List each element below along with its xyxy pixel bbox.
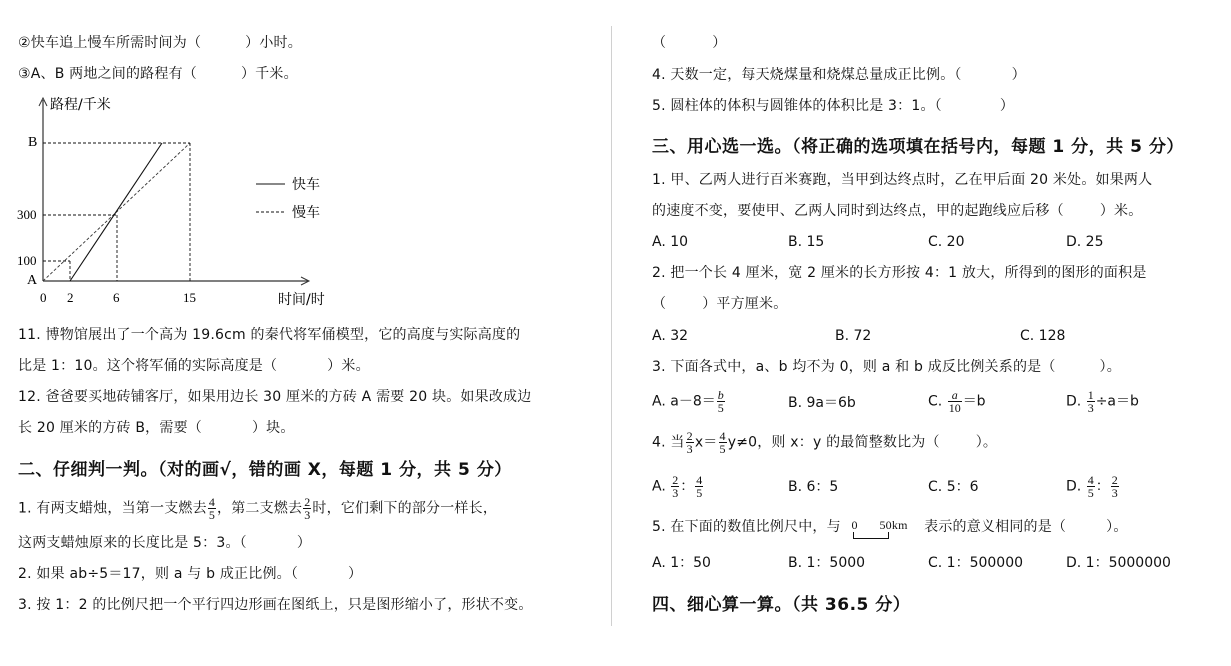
question-text: 长 20 厘米的方砖 B，需要（ bbox=[18, 420, 202, 436]
question-text: y≠0，则 x：y 的最简整数比为（ bbox=[727, 434, 940, 451]
y-tick-100: 100 bbox=[17, 253, 37, 268]
fraction: $\frac{a}{10}$ bbox=[948, 388, 961, 415]
question-text: 的速度不变，要使甲、乙两人同时到达终点，甲的起跑线应后移（ bbox=[652, 203, 1064, 219]
question-text: 时，它们剩下的部分一样长， bbox=[312, 500, 498, 517]
choice-1-option-a[interactable]: A. 10 bbox=[652, 234, 689, 250]
section-3-heading: 三、用心选一选。（将正确的选项填在括号内，每题 1 分，共 5 分） bbox=[652, 137, 1184, 157]
choice-2-option-c[interactable]: C. 128 bbox=[1020, 328, 1066, 344]
choice-1-option-b[interactable]: B. 15 bbox=[788, 234, 825, 250]
judge-3: 3. 按 1：2 的比例尺把一个平行四边形画在图纸上，只是图形缩小了，形状不变。 bbox=[18, 597, 533, 613]
choice-2-line1: 2. 把一个长 4 厘米，宽 2 厘米的长方形按 4：1 放大，所得到的图形的面积是 bbox=[652, 265, 1147, 281]
question-12-line1: 12. 爸爸要买地砖铺客厅，如果用边长 30 厘米的方砖 A 需要 20 块。如果改成边 bbox=[18, 389, 532, 405]
option-label: B. bbox=[788, 395, 803, 411]
choice-1-option-d[interactable]: D. 25 bbox=[1066, 234, 1104, 250]
ratio-separator: ： bbox=[1095, 478, 1110, 495]
question-text: ②快车追上慢车所需时间为（ bbox=[18, 35, 202, 51]
choice-2-line2 bbox=[652, 295, 787, 313]
option-label: C. bbox=[928, 393, 943, 410]
fraction: $\frac{4}{5}$ bbox=[719, 429, 726, 456]
option-text: 9a＝6b bbox=[806, 395, 856, 411]
y-axis-label: 路程/千米 bbox=[50, 97, 111, 113]
option-text: ÷a＝b bbox=[1095, 393, 1139, 410]
fraction: $\frac{2}{3}$ bbox=[686, 429, 693, 456]
choice-1-line2 bbox=[652, 202, 1142, 220]
question-tail: ）块。 bbox=[251, 420, 295, 436]
option-text: ＝b bbox=[962, 393, 986, 410]
question-10-3 bbox=[18, 65, 298, 83]
fraction: $\frac{b}{5}$ bbox=[717, 388, 724, 415]
choice-5-line bbox=[652, 518, 1128, 536]
paren-open: （ bbox=[652, 296, 667, 312]
x-tick-2: 2 bbox=[67, 290, 74, 305]
question-tail: ） bbox=[348, 566, 363, 582]
option-label: C. bbox=[928, 479, 943, 495]
option-label: D. bbox=[1066, 478, 1082, 495]
fraction: $\frac{2}{3}$ bbox=[672, 473, 679, 500]
question-text: 3. 下面各式中，a、b 均不为 0，则 a 和 b 成反比例关系的是（ bbox=[652, 359, 1056, 375]
y-tick-B: B bbox=[28, 135, 38, 150]
question-text: 表示的意义相同的是（ bbox=[924, 519, 1067, 535]
option-text: a－8＝ bbox=[670, 393, 716, 410]
judge-3-answer bbox=[652, 34, 726, 52]
judge-5 bbox=[652, 97, 1014, 115]
judge-1-line1 bbox=[18, 496, 497, 521]
choice-4-option-a[interactable] bbox=[652, 474, 704, 499]
question-tail: ）米。 bbox=[327, 358, 370, 374]
question-12-line2 bbox=[18, 419, 295, 437]
fraction: $\frac{2}{3}$ bbox=[1111, 473, 1118, 500]
judge-4 bbox=[652, 66, 1026, 84]
choice-3-line bbox=[652, 358, 1121, 376]
choice-5-option-d[interactable]: D. 1：5000000 bbox=[1066, 555, 1171, 571]
question-11-line1: 11. 博物馆展出了一个高为 19.6cm 的秦代将军俑模型，它的高度与实际高度的 bbox=[18, 327, 521, 343]
question-tail: ）。 bbox=[975, 434, 998, 451]
x-tick-6: 6 bbox=[113, 290, 120, 305]
question-tail: ） bbox=[1011, 67, 1026, 83]
question-tail: ） bbox=[296, 535, 312, 551]
legend-fast-car: 快车 bbox=[292, 177, 320, 193]
option-label: A. bbox=[652, 393, 666, 410]
option-text: 6：5 bbox=[806, 479, 839, 495]
x-tick-0: 0 bbox=[40, 290, 47, 305]
x-tick-15: 15 bbox=[183, 290, 196, 305]
choice-4-option-b[interactable] bbox=[788, 478, 838, 496]
question-text: x＝ bbox=[694, 434, 718, 451]
question-11-line2 bbox=[18, 357, 370, 375]
y-tick-A: A bbox=[27, 273, 38, 288]
ratio-separator: ： bbox=[680, 478, 695, 495]
choice-3-option-a[interactable] bbox=[652, 389, 726, 414]
question-tail: ）小时。 bbox=[245, 35, 302, 51]
question-text: 这两支蜡烛原来的长度比是 5：3。（ bbox=[18, 535, 247, 551]
choice-3-option-d[interactable] bbox=[1066, 389, 1139, 414]
option-text: 5：6 bbox=[946, 479, 979, 495]
question-text: 1. 有两支蜡烛，当第一支燃去 bbox=[18, 500, 207, 517]
scale-bar-icon: 0 50km bbox=[849, 518, 915, 536]
section-4-heading: 四、细心算一算。（共 36.5 分） bbox=[652, 595, 911, 615]
legend-slow-car: 慢车 bbox=[292, 205, 320, 221]
question-text: ③A、B 两地之间的路程有（ bbox=[18, 66, 197, 82]
question-tail: ）平方厘米。 bbox=[702, 296, 788, 312]
choice-4-line bbox=[652, 430, 997, 455]
judge-1-line2 bbox=[18, 534, 311, 552]
column-divider bbox=[611, 26, 612, 626]
fast-car-line bbox=[70, 143, 162, 281]
question-text: 2. 如果 ab÷5＝17，则 a 与 b 成正比例。（ bbox=[18, 566, 299, 582]
judge-2 bbox=[18, 565, 362, 583]
option-label: A. bbox=[652, 478, 666, 495]
question-tail: ）。 bbox=[1106, 519, 1128, 535]
paren-open: （ bbox=[652, 35, 667, 51]
choice-5-option-c[interactable]: C. 1：500000 bbox=[928, 555, 1024, 571]
question-tail: ）米。 bbox=[1099, 203, 1143, 219]
question-tail: ） bbox=[999, 98, 1015, 114]
question-text: 4. 当 bbox=[652, 434, 685, 451]
choice-5-option-b[interactable]: B. 1：5000 bbox=[788, 555, 866, 571]
fraction: $\frac{1}{3}$ bbox=[1087, 388, 1094, 415]
question-text: 5. 在下面的数值比例尺中，与 bbox=[652, 519, 841, 535]
choice-5-option-a[interactable]: A. 1：50 bbox=[652, 555, 711, 571]
distance-time-chart bbox=[10, 92, 340, 310]
fraction: $\frac{2}{3}$ bbox=[304, 495, 311, 522]
y-tick-300: 300 bbox=[17, 207, 37, 222]
paren-close: ） bbox=[712, 35, 727, 51]
fraction: $\frac{4}{5}$ bbox=[208, 495, 216, 522]
option-label: D. bbox=[1066, 393, 1082, 410]
section-2-heading: 二、仔细判一判。（对的画√，错的画 X，每题 1 分，共 5 分） bbox=[18, 460, 512, 480]
question-10-2 bbox=[18, 34, 302, 52]
x-axis-label: 时间/时 bbox=[278, 292, 325, 308]
choice-3-option-c[interactable] bbox=[928, 389, 986, 414]
option-label: B. bbox=[788, 479, 803, 495]
question-tail: ）。 bbox=[1099, 359, 1121, 375]
fraction: $\frac{4}{5}$ bbox=[1087, 473, 1094, 500]
question-text: ，第二支燃去 bbox=[217, 500, 303, 517]
choice-4-option-d[interactable] bbox=[1066, 474, 1120, 499]
choice-4-option-c[interactable] bbox=[928, 478, 979, 496]
choice-1-option-c[interactable]: C. 20 bbox=[928, 234, 965, 250]
choice-2-option-b[interactable]: B. 72 bbox=[835, 328, 872, 344]
question-text: 5. 圆柱体的体积与圆锥体的体积比是 3：1。（ bbox=[652, 98, 942, 114]
question-text: 比是 1：10。这个将军俑的实际高度是（ bbox=[18, 358, 278, 374]
choice-1-line1: 1. 甲、乙两人进行百米赛跑，当甲到达终点时，乙在甲后面 20 米处。如果两人 bbox=[652, 172, 1153, 188]
fraction: $\frac{4}{5}$ bbox=[696, 473, 703, 500]
question-text: 4. 天数一定，每天烧煤量和烧煤总量成正比例。（ bbox=[652, 67, 962, 83]
choice-3-option-b[interactable] bbox=[788, 394, 856, 412]
question-tail: ）千米。 bbox=[240, 66, 298, 82]
choice-2-option-a[interactable]: A. 32 bbox=[652, 328, 689, 344]
